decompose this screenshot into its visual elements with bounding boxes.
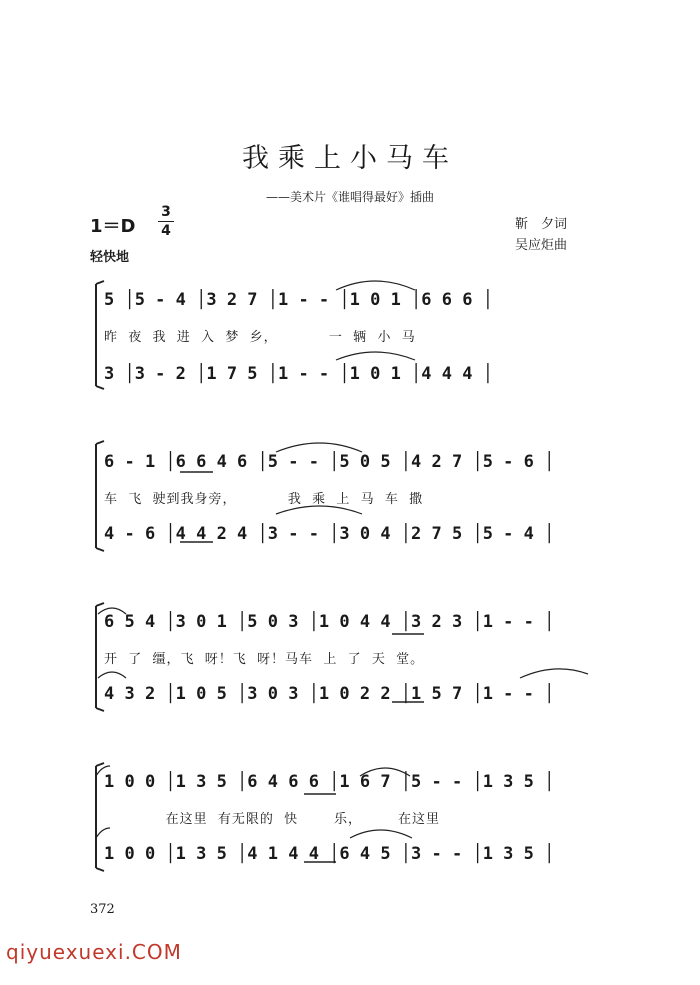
system-4-upper-notes: 1 0 0 │1 3 5 │6 4 6 6 │1 6 7 │5 - - │1 3 5 │: [104, 772, 555, 792]
site-watermark: qiyuexuexi.COM: [6, 940, 182, 964]
tie-arc: [276, 506, 362, 514]
system-3-lyrics: 开 了 缰，飞 呀！飞 呀！马车 上 了 天 堂。: [104, 652, 425, 667]
meter-bottom: 4: [161, 223, 171, 239]
tie-arc: [276, 443, 362, 452]
tempo-marking: 轻快地: [90, 250, 130, 265]
system-2-bracket: [96, 441, 104, 551]
system-1-upper-notes: 5 │5 - 4 │3 2 7 │1 - - │1 0 1 │6 6 6 │: [104, 290, 493, 310]
tie-arc: [336, 281, 415, 290]
system-1-lyrics: 昨 夜 我 进 入 梦 乡， 一 辆 小 马: [104, 330, 416, 345]
lyricist-credit: 靳 夕词: [515, 217, 568, 232]
system-4-bracket: [96, 763, 104, 871]
system-3-bracket: [96, 603, 104, 711]
song-title: 我乘上小马车: [242, 143, 458, 174]
page-number: 372: [90, 902, 115, 917]
system-2-lyrics: 车 飞 驶到我身旁， 我 乘 上 马 车 撒: [104, 492, 424, 507]
tie-arc: [96, 828, 110, 838]
tie-arc: [336, 352, 415, 360]
meter-top: 3: [161, 204, 171, 220]
system-1-lower-notes: 3 │3 - 2 │1 7 5 │1 - - │1 0 1 │4 4 4 │: [104, 364, 493, 384]
system-4-lyrics: 在这里 有无限的 快 乐， 在这里: [104, 812, 440, 827]
system-2-lower-notes: 4 - 6 │4 4 2 4 │3 - - │3 0 4 │2 7 5 │5 - 4 │: [104, 524, 555, 544]
tie-arc: [520, 669, 588, 678]
system-2-upper-notes: 6 - 1 │6 6 4 6 │5 - - │5 0 5 │4 2 7 │5 - 6 │: [104, 452, 555, 472]
tie-arc: [98, 672, 126, 678]
system-4-lower-notes: 1 0 0 │1 3 5 │4 1 4 4 │6 4 5 │3 - - │1 3 5 │: [104, 844, 555, 864]
system-3-upper-notes: 6 5 4 │3 0 1 │5 0 3 │1 0 4 4 │3 2 3 │1 - - │: [104, 612, 555, 632]
song-subtitle: ——美术片《谁唱得最好》插曲: [265, 190, 434, 204]
composer-credit: 吴应炬曲: [515, 238, 568, 253]
key-signature: 1＝D: [90, 216, 136, 237]
system-1-bracket: [96, 281, 104, 389]
tie-arc: [350, 830, 412, 838]
system-3-lower-notes: 4 3 2 │1 0 5 │3 0 3 │1 0 2 2 │1 5 7 │1 - - │: [104, 684, 555, 704]
